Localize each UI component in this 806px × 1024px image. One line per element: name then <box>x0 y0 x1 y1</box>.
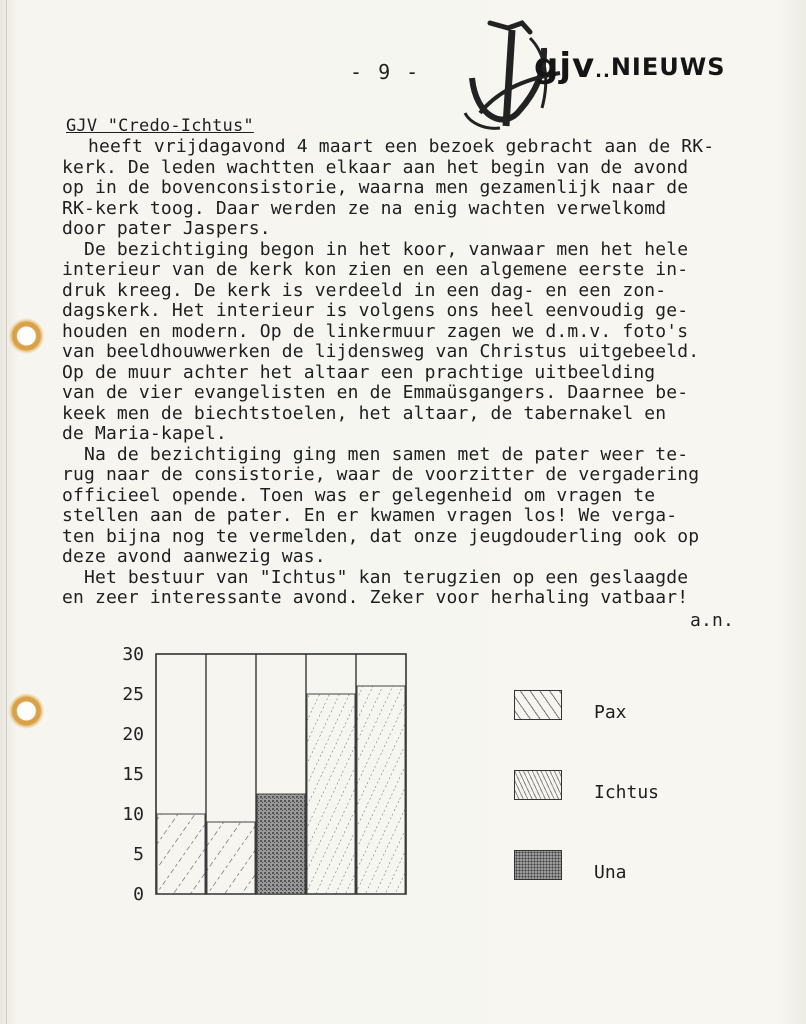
binding-edge <box>6 0 7 1024</box>
article-line: interieur van de kerk kon zien en een algemene eerste in- <box>62 259 689 280</box>
article-line: ten bijna nog te vermelden, dat onze jeugdouderling ook op <box>62 525 700 547</box>
article-line: dagskerk. Het interieur is volgens ons heel eenvoudig ge- <box>62 300 689 321</box>
article-line: deze avond aanwezig was. <box>62 546 326 567</box>
article-line: officieel opende. Toen was er gelegenheid om vragen te <box>62 484 656 506</box>
bar-ichtus <box>307 694 355 894</box>
y-tick-label: 30 <box>122 644 144 665</box>
article-line: houden en modern. Op de linkermuur zagen we d.m.v. foto's <box>62 320 689 342</box>
y-tick-label: 25 <box>122 684 144 705</box>
masthead-title: gjv..NIEUWS <box>534 46 726 86</box>
y-tick-label: 0 <box>133 884 144 902</box>
article-line: RK-kerk toog. Daar werden ze na enig wachten verwelkomd <box>62 197 667 219</box>
bar-pax <box>157 814 205 894</box>
legend-label: Pax <box>594 702 627 723</box>
punch-hole-top <box>0 318 44 354</box>
article-heading: GJV "Credo-Ichtus" <box>66 116 254 136</box>
page-number: - 9 - <box>350 60 421 84</box>
y-tick-label: 5 <box>133 844 144 865</box>
article-line: kerk. De leden wachtten elkaar aan het begin van de avond <box>62 156 689 178</box>
bar-ichtus <box>357 686 405 894</box>
article-line: rug naar de consistorie, waar de voorzitter de vergadering <box>62 464 700 485</box>
article-line: door pater Jaspers. <box>62 218 271 239</box>
article-line: op in de bovenconsistorie, waarna men gezamenlijk naar de <box>62 177 689 198</box>
article-signature: a.n. <box>690 610 734 631</box>
y-tick-label: 15 <box>122 764 144 785</box>
article-line: de Maria-kapel. <box>62 423 227 444</box>
article-line: De bezichtiging begon in het koor, vanwaar men het hele <box>62 238 689 260</box>
legend-swatch-una <box>514 850 562 880</box>
article-line: Na de bezichtiging ging men samen met de pater weer te- <box>62 443 689 465</box>
bar-chart <box>100 632 430 902</box>
article-line: en zeer interessante avond. Zeker voor herhaling vatbaar! <box>62 587 689 608</box>
article-line: van beeldhouwwerken de lijdensweg van Christus uitgebeeld. <box>62 341 700 362</box>
article-line: keek men de biechtstoelen, het altaar, de tabernakel en <box>62 402 667 424</box>
bar-una <box>257 794 305 894</box>
article-line: Op de muur achter het altaar een prachtige uitbeelding <box>62 361 656 383</box>
article-line: heeft vrijdagavond 4 maart een bezoek gebracht aan de RK- <box>88 136 715 157</box>
legend-label: Una <box>594 862 627 883</box>
bar-pax <box>207 822 255 894</box>
punch-hole-bottom <box>0 693 44 729</box>
legend-swatch-pax <box>514 690 562 720</box>
masthead-nieuws: NIEUWS <box>610 53 726 81</box>
article-line: van de vier evangelisten en de Emmaüsgangers. Daarnee be- <box>62 382 689 403</box>
y-tick-label: 10 <box>122 804 144 825</box>
article-line: Het bestuur van "Ichtus" kan terugzien op een geslaagde <box>62 566 689 588</box>
article-line: druk kreeg. De kerk is verdeeld in een dag- en een zon- <box>62 279 667 301</box>
masthead-gjv: gjv <box>534 46 596 86</box>
article-line: stellen aan de pater. En er kwamen vragen los! We verga- <box>62 505 678 526</box>
legend-swatch-ichtus <box>514 770 562 800</box>
legend-label: Ichtus <box>594 782 660 803</box>
y-tick-label: 20 <box>122 724 144 745</box>
